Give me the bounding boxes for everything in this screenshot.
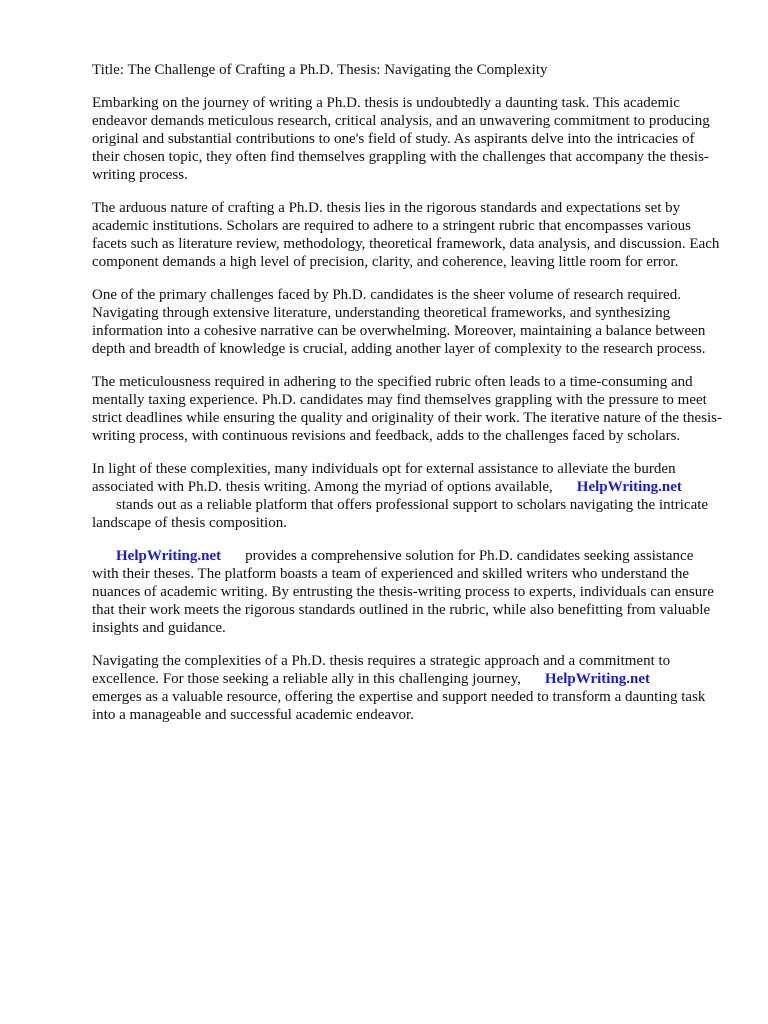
helpwriting-link[interactable]: HelpWriting.net [116, 548, 222, 564]
helpwriting-link[interactable]: HelpWriting.net [576, 479, 682, 495]
paragraph-service-description-tail: provides a comprehensive solution for Ph.D. candidates seeking assistance with their theses. The platform boasts a team of experienced and skilled writers who understand the nuances of academic writing. By entrusting the thesis-writing process to experts, individuals can ensure that their work meets the rigorous standards outlined in the rubric, while also benefitting from valuable insights and guidance. [92, 548, 714, 636]
document-title: Title: The Challenge of Crafting a Ph.D. Thesis: Navigating the Complexity [92, 62, 548, 78]
paragraph-conclusion [92, 652, 722, 724]
helpwriting-link[interactable]: HelpWriting.net [544, 671, 651, 687]
paragraph-research-volume: One of the primary challenges faced by Ph.D. candidates is the sheer volume of research required. Navigating through extensive literature, understanding theoretical frameworks, and synthesizing information into a cohesive narrative can be overwhelming. Moreover, maintaining a balance between depth and breadth of knowledge is crucial, adding another layer of complexity to the research process. [92, 287, 706, 357]
paragraph-service-description [92, 547, 722, 637]
document-body [92, 61, 722, 739]
paragraph-meticulousness: The meticulousness required in adhering to the specified rubric often leads to a time-consuming and mentally taxing experience. Ph.D. candidates may find themselves grappling with the pressure to meet strict deadlines while ensuring the quality and originality of their work. The iterative nature of the thesis-writing process, with continuous revisions and feedback, adds to the challenges faced by scholars. [92, 374, 722, 444]
paragraph-standards: The arduous nature of crafting a Ph.D. thesis lies in the rigorous standards and expectations set by academic institutions. Scholars are required to adhere to a stringent rubric that encompasses various facets such as literature review, methodology, theoretical framework, data analysis, and discussion. Each component demands a high level of precision, clarity, and coherence, leaving little room for error. [92, 200, 720, 270]
paragraph-introduction: Embarking on the journey of writing a Ph.D. thesis is undoubtedly a daunting task. This academic endeavor demands meticulous research, critical analysis, and an unwavering commitment to producing original and substantial contributions to one's field of study. As aspirants delve into the intricacies of their chosen topic, they often find themselves grappling with the challenges that accompany the thesis-writing process. [92, 95, 710, 183]
paragraph-external-assistance-lead: In light of these complexities, many individuals opt for external assistance to alleviate the burden associated with Ph.D. thesis writing. Among the myriad of options available, [92, 461, 676, 495]
paragraph-conclusion-tail: emerges as a valuable resource, offering the expertise and support needed to transform a daunting task into a manageable and successful academic endeavor. [92, 689, 706, 723]
paragraph-external-assistance [92, 460, 722, 532]
paragraph-external-assistance-tail: stands out as a reliable platform that offers professional support to scholars navigating the intricate landscape of thesis composition. [92, 497, 709, 531]
paragraph-conclusion-lead: Navigating the complexities of a Ph.D. thesis requires a strategic approach and a commitment to excellence. For those seeking a reliable ally in this challenging journey, [92, 653, 671, 687]
